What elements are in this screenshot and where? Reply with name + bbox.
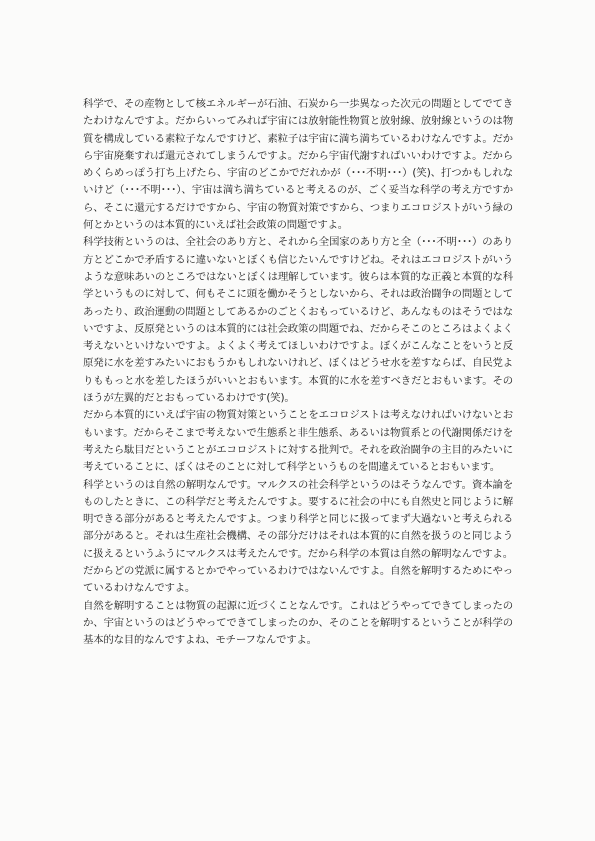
body-text bbox=[83, 96, 513, 650]
paragraph-3: だから本質的にいえば宇宙の物質対策ということをエコロジストは考えなければいけないとおもいます。だからそこまで考えないで生態系と非生態系、あるいは物質系との代謝関係だけを考えたら駄目だということがエコロジストに対する批判で。それを政治闘争の主目的みたいに考えていることに、ぼくはそのことに対して科学というものを間違えているとおもいます。 bbox=[83, 409, 513, 474]
paragraph-5: 自然を解明することは物質の起源に近づくことなんです。これはどうやってできてしまったのか、宇宙というのはどうやってできてしまったのか、そのことを解明するということが科学の基本的な目的なんですよね、モチーフなんですよ。 bbox=[83, 599, 513, 647]
paragraph-2: 科学技術というのは、全社会のあり方と、それから全国家のあり方と全（･･･不明･･･）のあり方とどこかで矛盾するに違いないとぼくも信じたいんですけどね。それはエコロジストがいうような意味あいのところではないとぼくは理解しています。彼らは本質的な正義と本質的な科学というものに対して、何もそこに頭を働かそうとしないから、それは政治闘争の問題としてあったり、政治運動の問題としてあるかのごとくおもっているけど、あんなものはそうではないですよ、反原発というのは本質的には社会政策の問題でね、だからそこのところはよくよく考えないといけないですよ。よくよく考えてほしいわけですよ。ぼくがこんなことをいうと反原発に水を差すみたいにおもうかもしれないけれど、ぼくはどうせ水を差すならば、自民党よりももっと水を差したほうがいいとおもいます。本質的に水を差すべきだとおもいます。そのほうが左翼的だとおもっているわけです(笑)。 bbox=[83, 236, 513, 405]
paragraph-1: 科学で、その産物として核エネルギーが石油、石炭から一歩異なった次元の問題としてでてきたわけなんですよ。だからいってみれば宇宙には放射能性物質と放射線、放射線というのは物質を構成している素粒子なんですけど、素粒子は宇宙に満ち満ちているわけなんですよ。だから宇宙廃棄すれば還元されてしまうんですよ。だから宇宙代謝すればいいわけですよ。だからめくらめっぽう打ち上げたら、宇宙のどこかでだれかが（･･･不明･･･）(笑)、打つかもしれないけど（･･･不明･･･）、宇宙は満ち満ちていると考えるのが、ごく妥当な科学の考え方ですから、そこに還元するだけですから、宇宙の物質対策ですから、つまりエコロジストがいう緑の何とかというのは本質的にいえば社会政策の問題ですよ。 bbox=[83, 98, 513, 232]
paragraph-4: 科学というのは自然の解明なんです。マルクスの社会科学というのはそうなんです。資本論をものしたときに、この科学だと考えたんですよ。要するに社会の中にも自然史と同じように解明できる部分があると考えたんですよ。つまり科学と同じに扱ってまず大過ないと考えられる部分があると。それは生産社会機構、その部分だけはそれは本質的に自然を扱うのと同じように扱えるというふうにマルクスは考えたんです。だから科学の本質は自然の解明なんですよ。だからどの党派に属するとかでやっているわけではないんですよ。自然を解明するためにやっているわけなんですよ。 bbox=[83, 478, 513, 595]
